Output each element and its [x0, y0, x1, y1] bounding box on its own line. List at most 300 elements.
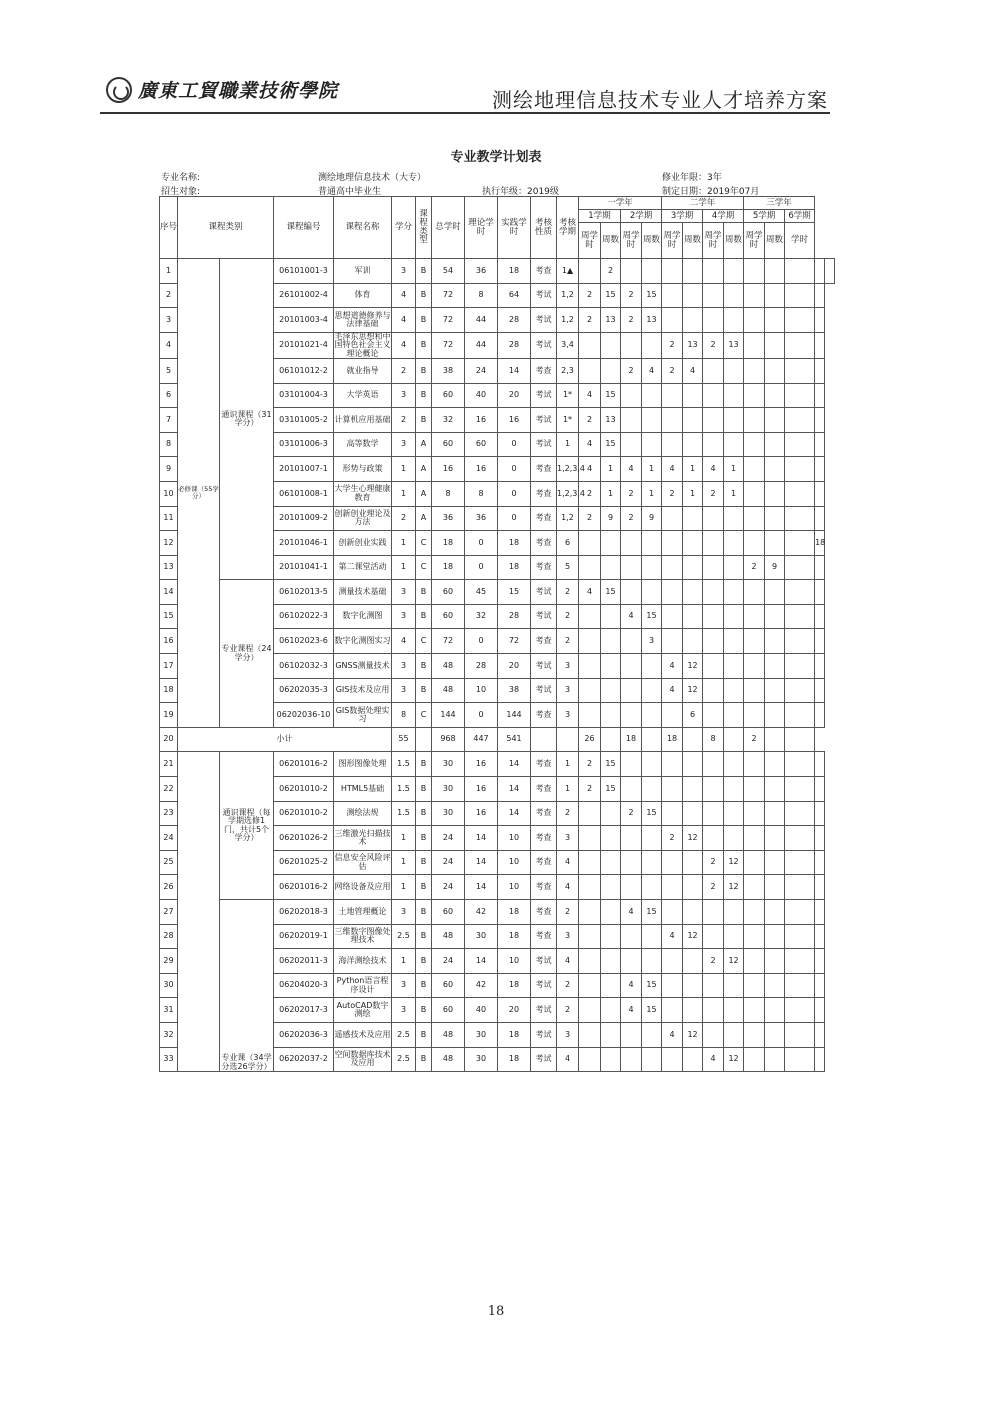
term-value	[724, 654, 744, 679]
course-name: 形势与政策	[334, 457, 392, 482]
term-value	[724, 752, 744, 777]
term-value	[744, 580, 765, 605]
term-value	[683, 432, 703, 457]
row-seq: 8	[160, 432, 178, 457]
exam-nature: 考试	[531, 949, 557, 974]
subtotal-term-value: 18	[662, 727, 683, 752]
term-value	[601, 1022, 621, 1047]
row-seq: 33	[160, 1047, 178, 1072]
term-value	[662, 308, 683, 333]
total-hours: 60	[432, 580, 465, 605]
term-value	[642, 531, 662, 556]
term-value	[785, 629, 815, 654]
term-value	[703, 604, 724, 629]
term-value	[601, 924, 621, 949]
term-value	[662, 973, 683, 998]
term-value	[601, 875, 621, 900]
term-value	[765, 998, 785, 1023]
row-seq: 22	[160, 777, 178, 802]
theory-hours: 40	[465, 998, 498, 1023]
term-value	[621, 259, 642, 284]
term-value	[765, 629, 785, 654]
practice-hours: 10	[498, 949, 531, 974]
exam-nature: 考查	[531, 358, 557, 383]
term-value	[765, 801, 785, 826]
week-hours-label: 周学时	[662, 223, 683, 259]
term-value: 13	[601, 408, 621, 433]
term-value	[785, 604, 815, 629]
total-hours: 38	[432, 358, 465, 383]
elective-group-spacer	[178, 752, 220, 1072]
total-hours: 30	[432, 777, 465, 802]
exam-term: 1▲	[557, 259, 579, 284]
term-value	[579, 531, 601, 556]
major-value: 测绘地理信息技术（大专）	[318, 173, 427, 183]
theory-hours: 30	[465, 1047, 498, 1072]
term-value	[744, 998, 765, 1023]
school-name: 廣東工貿職業技術學院	[138, 80, 339, 102]
term-value	[642, 875, 662, 900]
weeks-label: 周数	[601, 223, 621, 259]
exam-nature: 考试	[531, 283, 557, 308]
exam-term: 3,4	[557, 332, 579, 358]
term-value	[724, 506, 744, 531]
term-value	[662, 949, 683, 974]
course-name: 信息安全风险评估	[334, 850, 392, 875]
term-value: 4	[621, 604, 642, 629]
term-value: 4	[621, 457, 642, 482]
exam-term: 2,3	[557, 358, 579, 383]
term-value	[642, 408, 662, 433]
course-type: B	[416, 654, 432, 679]
term-value	[815, 283, 825, 308]
term-value	[662, 408, 683, 433]
term-value	[765, 973, 785, 998]
term-value	[621, 629, 642, 654]
term-value	[703, 259, 724, 284]
term-value	[601, 678, 621, 703]
row-seq: 13	[160, 555, 178, 580]
subtotal-total: 968	[432, 727, 465, 752]
exam-term: 6	[557, 531, 579, 556]
term-value	[621, 531, 642, 556]
course-type: B	[416, 308, 432, 333]
term-value	[744, 777, 765, 802]
table-row	[160, 259, 835, 284]
term-value	[642, 654, 662, 679]
row-seq: 6	[160, 383, 178, 408]
term-value	[621, 875, 642, 900]
exam-nature: 考查	[531, 900, 557, 925]
term-value	[785, 259, 815, 284]
course-type: B	[416, 358, 432, 383]
term-value: 2	[703, 850, 724, 875]
term-value	[765, 924, 785, 949]
course-type: A	[416, 457, 432, 482]
subtotal-term-value	[785, 727, 815, 752]
course-type: B	[416, 801, 432, 826]
term-value: 2	[601, 259, 621, 284]
term-value	[765, 308, 785, 333]
term-value	[642, 924, 662, 949]
exam-nature: 考查	[531, 752, 557, 777]
row-seq: 5	[160, 358, 178, 383]
credit: 3	[392, 900, 416, 925]
term-value	[815, 924, 825, 949]
term-value	[785, 801, 815, 826]
exam-nature: 考查	[531, 875, 557, 900]
total-hours: 48	[432, 654, 465, 679]
term-value	[621, 678, 642, 703]
major-course-group: 专业课程（24学分）	[220, 580, 274, 728]
course-code: 06202036-10	[274, 703, 334, 728]
course-name: 创新创业实践	[334, 531, 392, 556]
col-total: 总学时	[432, 197, 465, 259]
term-value	[815, 259, 825, 284]
exam-term: 1	[557, 777, 579, 802]
term-value: 15	[642, 604, 662, 629]
row-seq: 7	[160, 408, 178, 433]
row-seq: 27	[160, 900, 178, 925]
exam-nature: 考试	[531, 432, 557, 457]
exam-nature: 考试	[531, 580, 557, 605]
term-value	[601, 1047, 621, 1072]
term-value	[815, 777, 825, 802]
term-value	[765, 481, 785, 506]
course-code: 06201025-2	[274, 850, 334, 875]
term-value: 15	[601, 752, 621, 777]
elective-major-group: 专业课（34学分选26学分）	[220, 900, 274, 1072]
term-value: 2	[662, 358, 683, 383]
term-value: 12	[683, 678, 703, 703]
practice-hours: 20	[498, 383, 531, 408]
theory-hours: 0	[465, 555, 498, 580]
term-value	[815, 826, 825, 851]
row-seq: 2	[160, 283, 178, 308]
subtotal-row	[160, 727, 835, 752]
total-hours: 60	[432, 900, 465, 925]
hours-label: 学时	[785, 223, 815, 259]
course-name: 高等数学	[334, 432, 392, 457]
term-value	[579, 949, 601, 974]
row-seq: 10	[160, 481, 178, 506]
row-seq: 23	[160, 801, 178, 826]
term-value	[785, 531, 815, 556]
exam-nature: 考查	[531, 826, 557, 851]
term-value	[601, 949, 621, 974]
school-emblem-icon	[106, 77, 132, 103]
term-value	[785, 850, 815, 875]
term-value	[621, 1047, 642, 1072]
term-value	[662, 1047, 683, 1072]
col-credit: 学分	[392, 197, 416, 259]
course-type: C	[416, 555, 432, 580]
course-type: A	[416, 481, 432, 506]
term-value	[765, 283, 785, 308]
total-hours: 24	[432, 875, 465, 900]
term-value	[621, 703, 642, 728]
term-value: 15	[642, 973, 662, 998]
term-value	[642, 1022, 662, 1047]
course-name: 体育	[334, 283, 392, 308]
term-value	[765, 654, 785, 679]
credit: 4	[392, 308, 416, 333]
term-value: 12	[683, 654, 703, 679]
course-code: 03101006-3	[274, 432, 334, 457]
teaching-plan-table	[159, 196, 835, 1072]
course-code: 20101003-4	[274, 308, 334, 333]
term-value	[765, 678, 785, 703]
exam-term: 3	[557, 678, 579, 703]
term-value	[703, 432, 724, 457]
subtotal-label: 小计	[178, 727, 392, 752]
term-value: 15	[601, 383, 621, 408]
row-seq: 26	[160, 875, 178, 900]
course-name: 第二课堂活动	[334, 555, 392, 580]
term-value	[724, 703, 744, 728]
term-value: 2	[703, 875, 724, 900]
term-value	[785, 432, 815, 457]
weeks-label: 周数	[642, 223, 662, 259]
term-value	[642, 703, 662, 728]
course-type: B	[416, 752, 432, 777]
term-value	[579, 998, 601, 1023]
credit: 1.5	[392, 777, 416, 802]
term-value	[621, 408, 642, 433]
term-value	[744, 752, 765, 777]
term-value: 2	[621, 283, 642, 308]
week-hours-label: 周学时	[744, 223, 765, 259]
term-value	[785, 703, 815, 728]
term-value	[744, 308, 765, 333]
term-value	[662, 900, 683, 925]
term-value	[785, 826, 815, 851]
total-hours: 48	[432, 1047, 465, 1072]
term-value	[662, 383, 683, 408]
term-value	[744, 259, 765, 284]
course-code: 06102023-6	[274, 629, 334, 654]
term-value	[815, 752, 825, 777]
term-value	[815, 432, 825, 457]
term-value	[579, 259, 601, 284]
term-value: 12	[724, 875, 744, 900]
credit: 3	[392, 580, 416, 605]
subtotal-exam	[531, 727, 557, 752]
practice-hours: 18	[498, 924, 531, 949]
credit: 1.5	[392, 801, 416, 826]
practice-hours: 10	[498, 826, 531, 851]
row-seq: 25	[160, 850, 178, 875]
practice-hours: 28	[498, 308, 531, 333]
term-value	[815, 875, 825, 900]
practice-hours: 28	[498, 604, 531, 629]
term-value: 15	[601, 777, 621, 802]
term5-header: 5学期	[744, 210, 785, 223]
course-code: 26101002-4	[274, 283, 334, 308]
term-value	[683, 949, 703, 974]
term-value	[744, 506, 765, 531]
theory-hours: 42	[465, 973, 498, 998]
term-value	[683, 283, 703, 308]
course-name: 思想道德修养与法律基础	[334, 308, 392, 333]
term-value	[662, 555, 683, 580]
subtotal-practice: 541	[498, 727, 531, 752]
term-value: 15	[642, 900, 662, 925]
term-value: 4	[621, 900, 642, 925]
theory-hours: 14	[465, 850, 498, 875]
course-name: 数字化测图	[334, 604, 392, 629]
total-hours: 30	[432, 752, 465, 777]
term-value	[825, 259, 835, 284]
term-value	[601, 998, 621, 1023]
exam-nature: 考试	[531, 332, 557, 358]
row-seq: 1	[160, 259, 178, 284]
credit: 3	[392, 678, 416, 703]
term-value	[683, 308, 703, 333]
total-hours: 60	[432, 973, 465, 998]
term-value	[642, 383, 662, 408]
term-value	[744, 678, 765, 703]
term-value: 4	[642, 358, 662, 383]
term-value	[815, 332, 825, 358]
course-name: 三维数字图像处理技术	[334, 924, 392, 949]
term-value	[621, 580, 642, 605]
term-value	[642, 678, 662, 703]
course-type: B	[416, 259, 432, 284]
theory-hours: 16	[465, 777, 498, 802]
total-hours: 72	[432, 308, 465, 333]
exam-term: 2	[557, 604, 579, 629]
total-hours: 24	[432, 850, 465, 875]
practice-hours: 144	[498, 703, 531, 728]
practice-hours: 14	[498, 358, 531, 383]
term-value: 1	[724, 457, 744, 482]
term4-header: 4学期	[703, 210, 744, 223]
theory-hours: 16	[465, 752, 498, 777]
term-value	[765, 358, 785, 383]
exam-term: 3	[557, 924, 579, 949]
course-type: B	[416, 678, 432, 703]
term-value	[815, 457, 825, 482]
exam-term: 4	[557, 875, 579, 900]
term-value: 13	[642, 308, 662, 333]
term-value	[662, 580, 683, 605]
exam-nature: 考试	[531, 604, 557, 629]
term-value: 15	[642, 801, 662, 826]
term-value	[724, 1022, 744, 1047]
term3-header: 3学期	[662, 210, 703, 223]
term-value: 2	[662, 332, 683, 358]
course-type: B	[416, 408, 432, 433]
theory-hours: 36	[465, 506, 498, 531]
exam-nature: 考查	[531, 924, 557, 949]
term-value	[621, 555, 642, 580]
course-code: 03101005-2	[274, 408, 334, 433]
term-value: 2	[744, 555, 765, 580]
term-value	[815, 604, 825, 629]
term-value: 9	[765, 555, 785, 580]
theory-hours: 36	[465, 259, 498, 284]
course-type: C	[416, 703, 432, 728]
course-name: 毛泽东思想和中国特色社会主义理论概论	[334, 331, 391, 358]
exam-term: 2	[557, 580, 579, 605]
term-value	[601, 850, 621, 875]
term-value	[703, 1022, 724, 1047]
term-value: 1	[683, 457, 703, 482]
term-value	[815, 555, 825, 580]
term-value	[579, 703, 601, 728]
theory-hours: 30	[465, 1022, 498, 1047]
table-row	[160, 580, 835, 605]
course-code: 06202035-3	[274, 678, 334, 703]
credit: 3	[392, 432, 416, 457]
term-value	[765, 506, 785, 531]
exam-term: 2	[557, 801, 579, 826]
course-code: 06101001-3	[274, 259, 334, 284]
term-value	[703, 308, 724, 333]
course-type: B	[416, 283, 432, 308]
subtotal-term-value: 18	[621, 727, 642, 752]
theory-hours: 0	[465, 703, 498, 728]
term-value	[815, 654, 825, 679]
course-type: B	[416, 924, 432, 949]
term-value	[744, 629, 765, 654]
exam-term: 1,2,3,4	[557, 481, 579, 506]
term-value	[765, 383, 785, 408]
term-value	[785, 998, 815, 1023]
theory-hours: 30	[465, 924, 498, 949]
exam-term: 5	[557, 555, 579, 580]
course-type: A	[416, 432, 432, 457]
term-value: 2	[579, 481, 601, 506]
total-hours: 16	[432, 457, 465, 482]
term-value: 2	[579, 752, 601, 777]
theory-hours: 16	[465, 801, 498, 826]
term-value	[703, 998, 724, 1023]
term-value	[765, 457, 785, 482]
term-value	[815, 308, 825, 333]
total-hours: 144	[432, 703, 465, 728]
total-hours: 36	[432, 506, 465, 531]
term-value	[785, 457, 815, 482]
exec-grade: 执行年级：2019级	[482, 187, 559, 197]
col-seq: 序号	[160, 197, 178, 259]
practice-hours: 72	[498, 629, 531, 654]
term-value	[724, 924, 744, 949]
exam-term: 3	[557, 826, 579, 851]
plan-title: 专业教学计划表	[450, 150, 542, 165]
col-theory: 理论学时	[465, 197, 498, 259]
term-value	[642, 850, 662, 875]
term-value: 15	[642, 283, 662, 308]
exam-term: 4	[557, 850, 579, 875]
term-value	[785, 900, 815, 925]
course-code: 06201016-2	[274, 875, 334, 900]
exam-nature: 考试	[531, 973, 557, 998]
credit: 8	[392, 703, 416, 728]
term-value	[785, 875, 815, 900]
term-value	[785, 678, 815, 703]
term-value: 1	[601, 457, 621, 482]
subtotal-term-value: 8	[703, 727, 724, 752]
term-value	[662, 259, 683, 284]
course-name: 网络设备及应用	[334, 875, 392, 900]
term-value	[815, 900, 825, 925]
term-value	[683, 1047, 703, 1072]
exam-term: 1,2	[557, 283, 579, 308]
term-value	[683, 506, 703, 531]
course-type: A	[416, 506, 432, 531]
